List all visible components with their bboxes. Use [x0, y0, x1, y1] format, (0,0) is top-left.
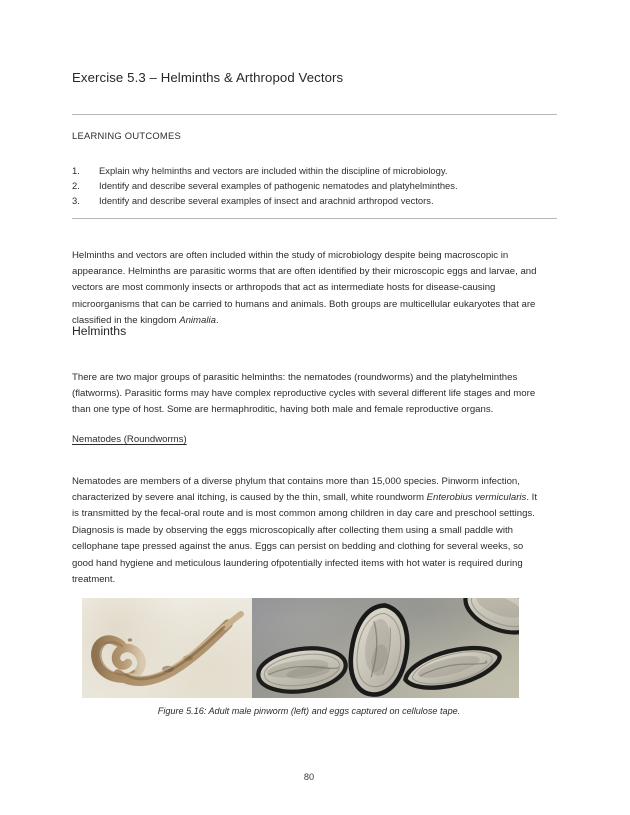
figure-panels — [82, 598, 519, 698]
list-item-label: Explain why helminths and vectors are included within the discipline of microbiology. — [99, 165, 448, 176]
list-item — [72, 163, 546, 178]
list-item-label: Identify and describe several examples of insect and arachnid arthropod vectors. — [99, 195, 434, 207]
kingdom-name-italic: Animalia — [179, 315, 216, 327]
nematodes-paragraph — [72, 474, 546, 589]
pinworm-micrograph-panel — [82, 598, 252, 698]
list-item-number: 1. — [72, 165, 80, 176]
divider-top — [72, 114, 557, 115]
divider-bottom — [72, 218, 557, 219]
species-name-italic: Enterobius vermicularis — [426, 492, 527, 503]
list-item — [72, 178, 546, 193]
list-item-number: 2. — [72, 180, 80, 192]
figure-5-16 — [82, 598, 519, 698]
egg-1 — [256, 643, 349, 697]
egg-3 — [401, 640, 503, 696]
page-title: Exercise 5.3 – Helminths & Arthropod Vectors — [72, 70, 344, 85]
nematodes-text-part-2: . It is transmitted by the fecal-oral route and is most common among children in day care and preschool settings. Diagnosis is made by observing the eggs microscopically after collecting them using a small paddle with cellophane tape pressed against the anus. Eggs can persist on bedding and clothing for several weeks, so good hand hygiene and meticulous laundering ofpotentially infected items with hot water is required during treatment. — [72, 492, 537, 586]
helminths-paragraph: There are two major groups of parasitic helminths: the nematodes (roundworms) and the platyhelminthes (flatworms). Parasitic forms may have complex reproductive cycles with several different life stages and more than one type of host. Some are hermaphroditic, having both male and female reproductive organs. — [72, 371, 536, 416]
page-number: 80 — [303, 772, 315, 782]
learning-outcomes-list — [72, 163, 546, 209]
egg-4-partial — [459, 598, 519, 642]
intro-paragraph — [72, 248, 546, 330]
intro-text-part-2: . — [215, 315, 219, 327]
egg-2 — [346, 602, 413, 698]
nematodes-text-part-1: Nematodes are members of a diverse phylum that contains more than 15,000 species. Pinworm infection, characterized by severe anal itching, is caused by the thin, small, white roundworm — [72, 475, 520, 503]
learning-outcomes-heading: LEARNING OUTCOMES — [72, 130, 181, 141]
list-item — [72, 193, 546, 208]
intro-text-part-1: Helminths and vectors are often included within the study of microbiology despite being macroscopic in appearance. Helminths are parasitic worms that are often identified by their microscopic eggs and larvae, and vectors are most commonly insects or arthropods that act as intermediate hosts for disease-causing microorganisms that can be carried to humans and animals. Both groups are multicellular eukaryotes that are classified in the kingdom — [72, 249, 537, 327]
section-heading-helminths: Helminths — [72, 324, 127, 338]
pinworm-eggs-drawing — [252, 598, 519, 698]
subsection-heading-nematodes: Nematodes (Roundworms) — [72, 434, 187, 445]
figure-caption: Figure 5.16: Adult male pinworm (left) and eggs captured on cellulose tape. — [157, 706, 461, 716]
pinworm-eggs-micrograph-panel — [252, 598, 519, 698]
adult-male-pinworm-drawing — [82, 598, 252, 698]
list-item-number: 3. — [72, 195, 80, 207]
list-item-label: Identify and describe several examples of pathogenic nematodes and platyhelminthes. — [99, 180, 458, 192]
